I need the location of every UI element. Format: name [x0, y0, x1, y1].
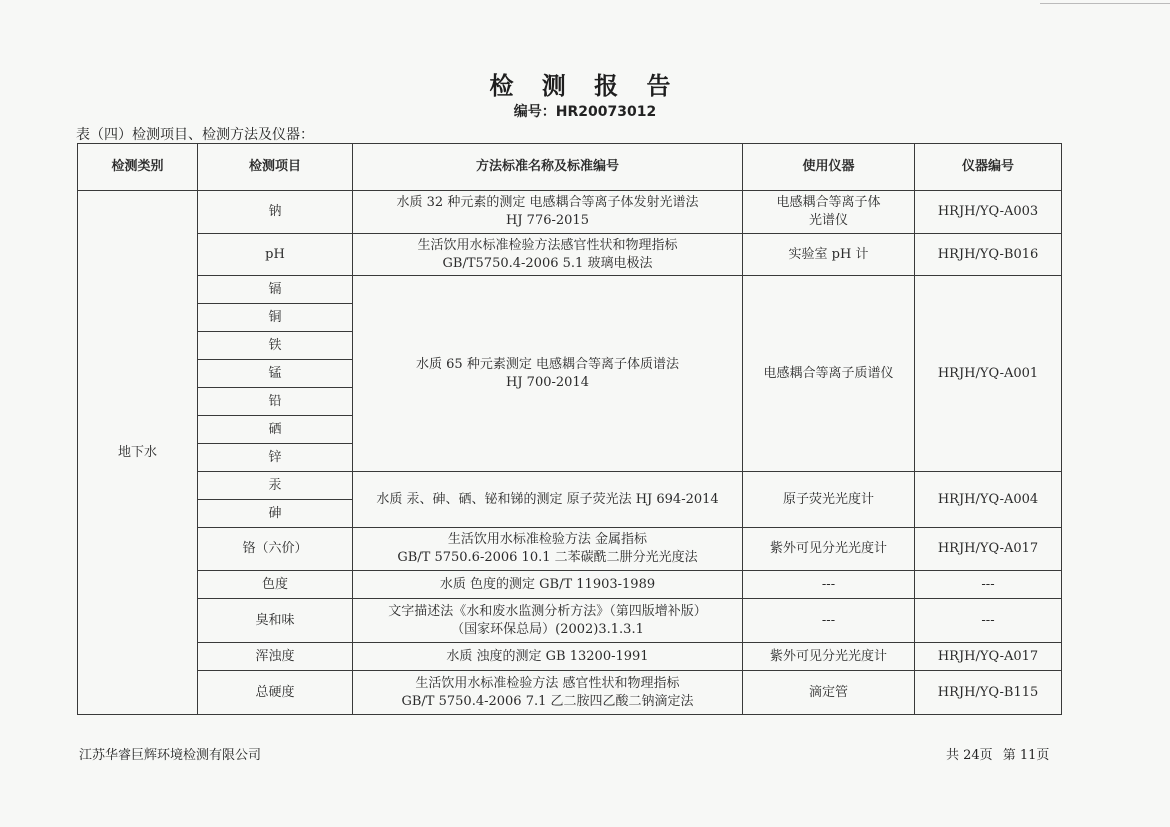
- item-cell: 镉: [198, 276, 353, 304]
- item-cell: 铬（六价）: [198, 528, 353, 571]
- table-row: [78, 671, 1062, 715]
- instrument-id-cell: HRJH/YQ-A004: [915, 472, 1062, 528]
- instrument-id-cell: HRJH/YQ-A017: [915, 643, 1062, 671]
- instrument-cell: 实验室 pH 计: [743, 234, 915, 276]
- instrument-cell: ---: [743, 571, 915, 599]
- table-row: [78, 472, 1062, 500]
- item-cell: 臭和味: [198, 599, 353, 643]
- item-cell: 铁: [198, 332, 353, 360]
- table-row: [78, 528, 1062, 571]
- item-cell: 砷: [198, 500, 353, 528]
- method-cell: 水质 浊度的测定 GB 13200-1991: [353, 643, 743, 671]
- item-cell: 锰: [198, 360, 353, 388]
- instrument-cell: ---: [743, 599, 915, 643]
- instrument-line: 光谱仪: [808, 213, 848, 228]
- method-cell: [353, 191, 743, 234]
- method-line: 水质 65 种元素测定 电感耦合等离子体质谱法: [416, 356, 679, 372]
- item-cell: 锌: [198, 444, 353, 472]
- instrument-cell: 滴定管: [743, 671, 915, 715]
- method-cell: [353, 528, 743, 571]
- method-cell: [353, 276, 743, 472]
- item-cell: 硒: [198, 416, 353, 444]
- methods-table: [77, 143, 1062, 715]
- header-item: 检测项目: [198, 144, 353, 191]
- instrument-id-cell: HRJH/YQ-A017: [915, 528, 1062, 571]
- instrument-id-cell: HRJH/YQ-B016: [915, 234, 1062, 276]
- instrument-id-cell: ---: [915, 599, 1062, 643]
- table-row: [78, 276, 1062, 304]
- method-cell: [353, 234, 743, 276]
- instrument-cell: 电感耦合等离子质谱仪: [743, 276, 915, 472]
- table-row: [78, 599, 1062, 643]
- method-line: HJ 776-2015: [506, 213, 589, 228]
- table-row: [78, 571, 1062, 599]
- total-pages: 共 24页: [946, 748, 993, 763]
- table-header-row: [78, 144, 1062, 191]
- table-row: [78, 191, 1062, 234]
- method-cell: 水质 色度的测定 GB/T 11903-1989: [353, 571, 743, 599]
- method-line: GB/T5750.4-2006 5.1 玻璃电极法: [442, 255, 653, 271]
- instrument-line: 电感耦合等离子体: [776, 195, 881, 210]
- instrument-cell: 紫外可见分光光度计: [743, 528, 915, 571]
- item-cell: 铜: [198, 304, 353, 332]
- instrument-id-cell: HRJH/YQ-A003: [915, 191, 1062, 234]
- current-page: 第 11页: [1002, 748, 1050, 763]
- method-line: （国家环保总局）(2002)3.1.3.1: [451, 621, 644, 637]
- method-line: HJ 700-2014: [506, 374, 589, 390]
- instrument-id-cell: HRJH/YQ-A001: [915, 276, 1062, 472]
- page-info: [946, 744, 1049, 763]
- header-category: 检测类别: [78, 144, 198, 191]
- instrument-cell: [743, 191, 915, 234]
- item-cell: 钠: [198, 191, 353, 234]
- report-number: 编号：HR20073012: [513, 104, 657, 120]
- item-cell: pH: [198, 234, 353, 276]
- method-line: GB/T 5750.4-2006 7.1 乙二胺四乙酸二钠滴定法: [401, 693, 694, 709]
- category-cell: 地下水: [78, 191, 198, 715]
- method-cell: [353, 671, 743, 715]
- report-title: 检 测 报 告: [489, 72, 681, 100]
- header-method: 方法标准名称及标准编号: [353, 144, 743, 191]
- method-line: 生活饮用水标准检验方法 金属指标: [447, 532, 648, 547]
- item-cell: 汞: [198, 472, 353, 500]
- item-cell: 浑浊度: [198, 643, 353, 671]
- item-cell: 铅: [198, 388, 353, 416]
- method-cell: [353, 599, 743, 643]
- company-name: 江苏华睿巨辉环境检测有限公司: [79, 748, 262, 763]
- item-cell: 总硬度: [198, 671, 353, 715]
- scan-edge-line: [1040, 3, 1170, 4]
- method-line: 文字描述法《水和废水监测分析方法》（第四版增补版）: [388, 603, 707, 619]
- table-caption: 表（四）检测项目、检测方法及仪器：: [76, 127, 314, 143]
- table-row: [78, 234, 1062, 276]
- instrument-id-cell: ---: [915, 571, 1062, 599]
- instrument-cell: 紫外可见分光光度计: [743, 643, 915, 671]
- method-line: 生活饮用水标准检验方法感官性状和物理指标: [417, 237, 678, 253]
- method-cell: 水质 汞、砷、硒、铋和锑的测定 原子荧光法 HJ 694-2014: [353, 472, 743, 528]
- header-instrument-id: 仪器编号: [915, 144, 1062, 191]
- instrument-cell: 原子荧光光度计: [743, 472, 915, 528]
- method-line: GB/T 5750.6-2006 10.1 二苯碳酰二肼分光光度法: [397, 550, 698, 565]
- item-cell: 色度: [198, 571, 353, 599]
- table-row: [78, 643, 1062, 671]
- header-instrument: 使用仪器: [743, 144, 915, 191]
- method-line: 生活饮用水标准检验方法 感官性状和物理指标: [415, 675, 680, 691]
- method-line: 水质 32 种元素的测定 电感耦合等离子体发射光谱法: [396, 195, 699, 210]
- instrument-id-cell: HRJH/YQ-B115: [915, 671, 1062, 715]
